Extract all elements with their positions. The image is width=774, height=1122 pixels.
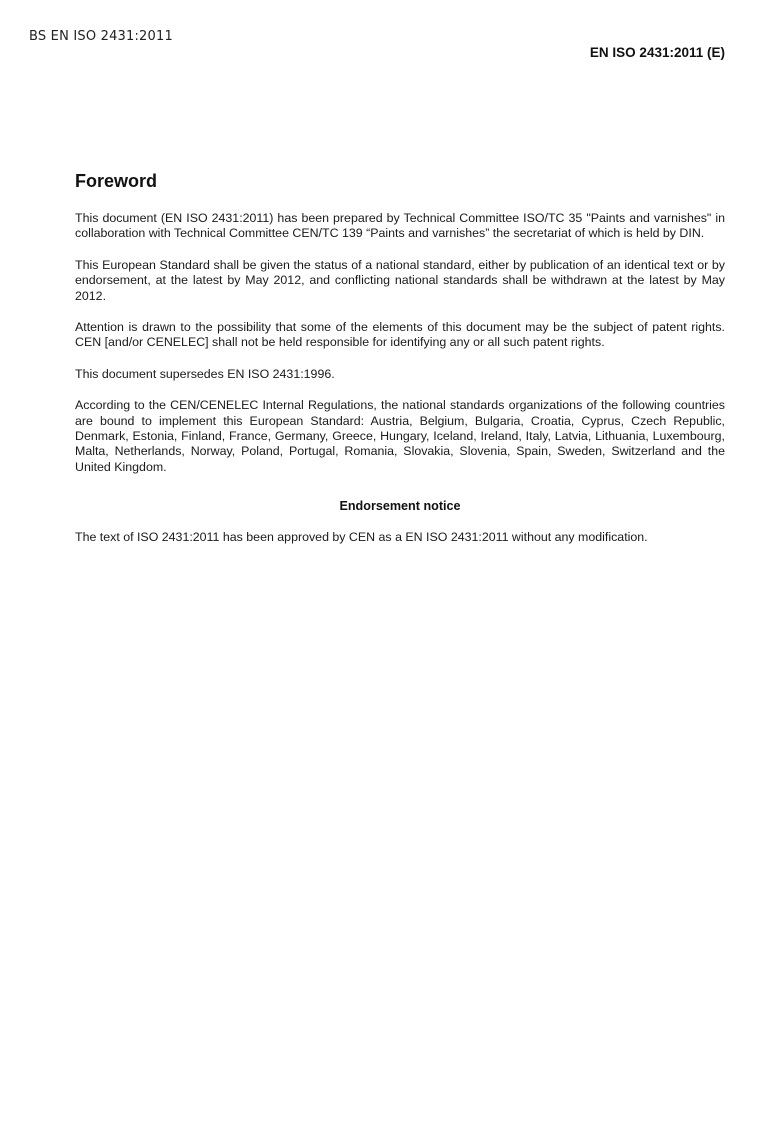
- endorsement-notice-text: The text of ISO 2431:2011 has been approved by CEN as a EN ISO 2431:2011 without any modification.: [75, 530, 648, 545]
- foreword-paragraph-countries: According to the CEN/CENELEC Internal Regulations, the national standards organizations of the following countries are bound to implement this European Standard: Austria, Belgium, Bulgaria, Croatia, Cyprus, Czech Republic, Denmark, Estonia, Finland, France, Germany, Greece, Hungary, Iceland, Ireland, Italy, Latvia, Lithuania, Luxembourg, Malta, Netherlands, Norway, Poland, Portugal, Romania, Slovakia, Slovenia, Spain, Sweden, Switzerland and the United Kingdom.: [75, 398, 725, 474]
- standard-number-header: EN ISO 2431:2011 (E): [589, 45, 725, 60]
- foreword-paragraph-status: This European Standard shall be given the status of a national standard, either by publication of an identical text or by endorsement, at the latest by May 2012, and conflicting national standards shall be withdrawn at the latest by May 2012.: [75, 257, 725, 303]
- foreword-title: Foreword: [75, 171, 158, 191]
- foreword-paragraph-supersedes: This document supersedes EN ISO 2431:1996.: [75, 366, 335, 381]
- document-reference-header: BS EN ISO 2431:2011: [29, 29, 173, 44]
- foreword-paragraph-preparation: This document (EN ISO 2431:2011) has been prepared by Technical Committee ISO/TC 35 "Paints and varnishes" in collaboration with Technical Committee CEN/TC 139 “Paints and varnishes” the secretariat of which is held by DIN.: [75, 211, 725, 241]
- page-body: [75, 171, 725, 562]
- foreword-paragraph-patents: Attention is drawn to the possibility that some of the elements of this document may be the subject of patent rights. CEN [and/or CENELEC] shall not be held responsible for identifying any or all such patent rights.: [75, 320, 725, 350]
- endorsement-notice-title: Endorsement notice: [339, 499, 461, 514]
